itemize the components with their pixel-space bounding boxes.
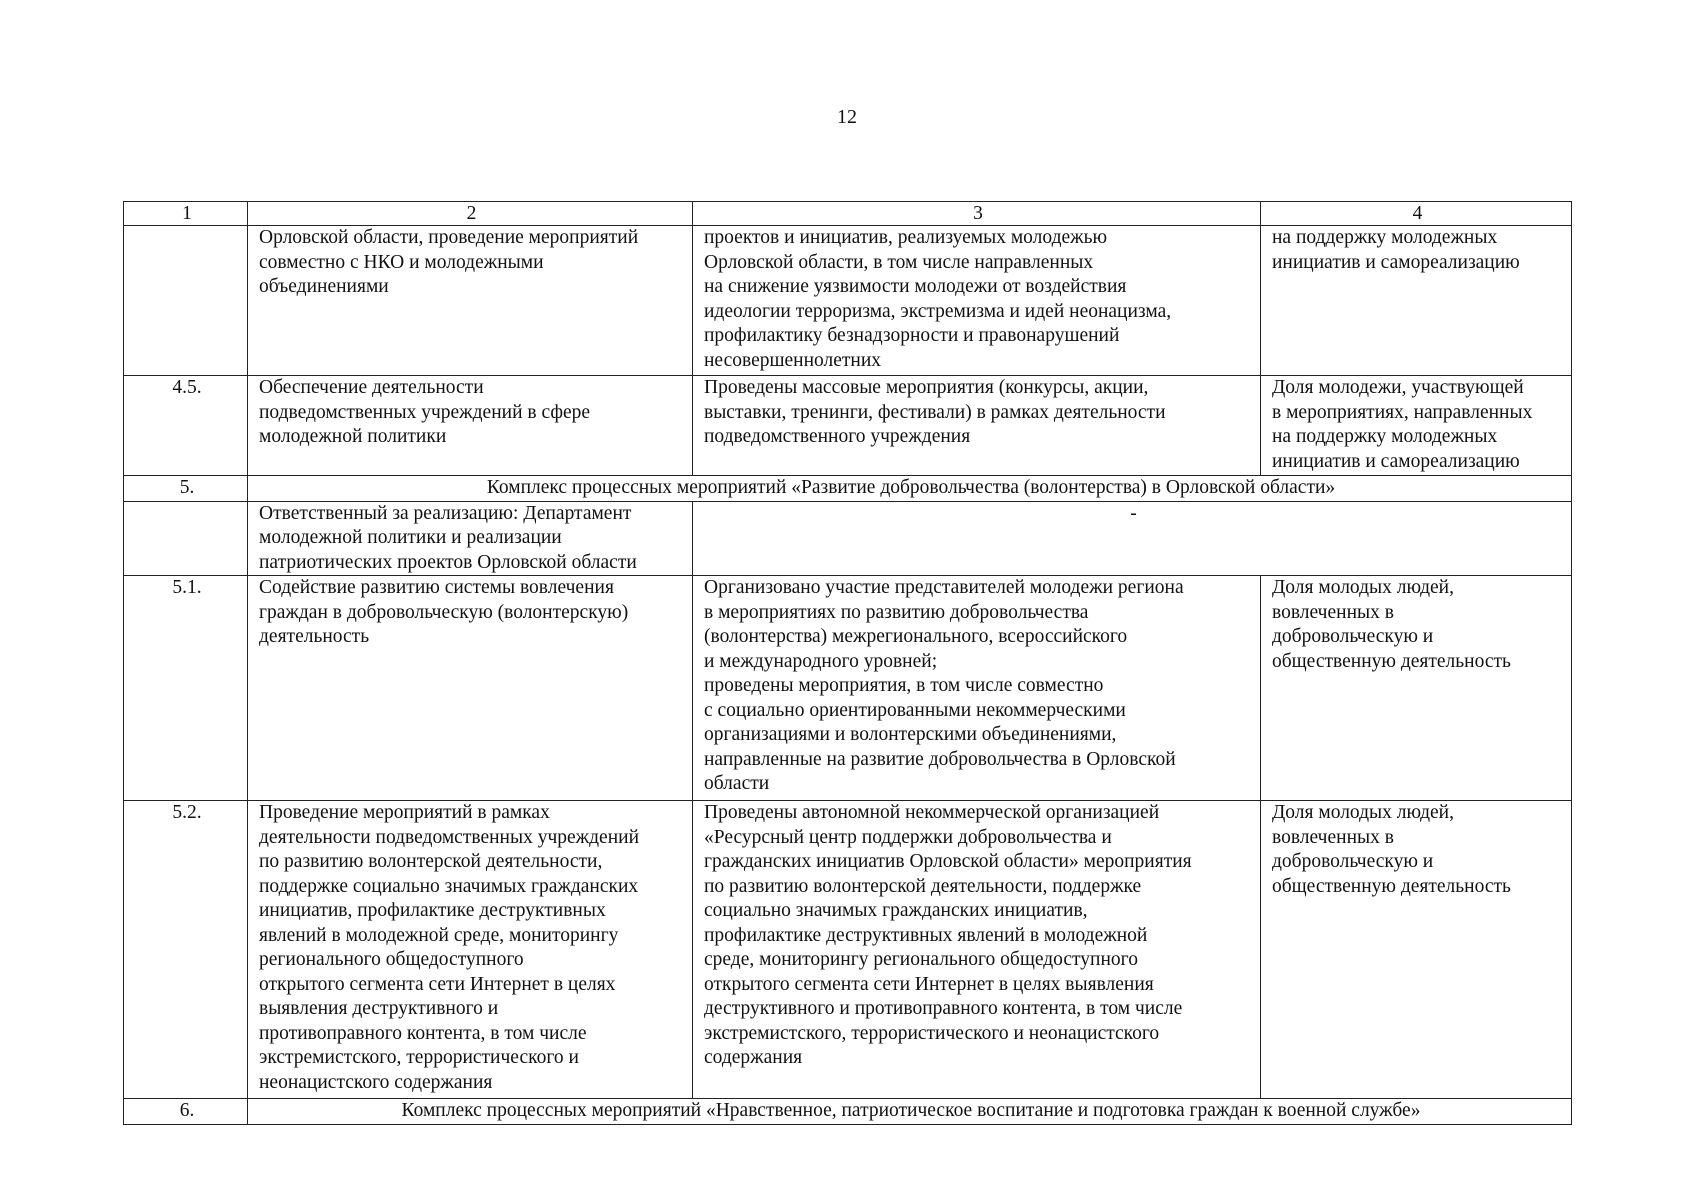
text-line: профилактике деструктивных явлений в молодежной <box>704 924 1148 946</box>
text-line: общественную деятельность <box>1272 875 1511 897</box>
header-col-4: 4 <box>1261 202 1572 226</box>
text-line: совместно с НКО и молодежными <box>259 251 544 273</box>
table-row <box>124 376 1572 476</box>
text-line: добровольческую и <box>1272 626 1434 647</box>
text-line: Доля молодых людей, <box>1272 802 1454 823</box>
header-col-2: 2 <box>248 202 693 226</box>
text-line: организациями и волонтерскими объединениями, <box>704 724 1117 745</box>
text-line: с социально ориентированными некоммерческими <box>704 699 1126 721</box>
header-col-3: 3 <box>693 202 1261 226</box>
text-line: общественную деятельность <box>1272 650 1511 672</box>
text-line: проведены мероприятия, в том числе совместно <box>704 675 1104 696</box>
text-line: молодежной политики и реализации <box>259 527 562 548</box>
text-line: и международного уровней; <box>704 650 938 672</box>
header-col-1: 1 <box>124 202 248 226</box>
text-line: по развитию волонтерской деятельности, <box>259 851 603 872</box>
table-row <box>124 801 1572 1099</box>
text-line: инициатив, профилактике деструктивных <box>259 900 606 921</box>
table-row <box>124 226 1572 376</box>
text-line: по развитию волонтерской деятельности, поддержке <box>704 875 1142 897</box>
text-line: Доля молодежи, участвующей <box>1272 377 1524 398</box>
text-line: (волонтерства) межрегионального, всероссийского <box>704 626 1128 647</box>
section-number: 5. <box>124 476 248 502</box>
text-line: Проведены массовые мероприятия (конкурсы, акции, <box>704 377 1149 398</box>
text-line: направленные на развитие добровольчества в Орловской <box>704 748 1176 770</box>
text-line: выявления деструктивного и <box>259 998 499 1019</box>
result-cell <box>693 801 1261 1099</box>
text-line: регионального общедоступного <box>259 949 524 970</box>
text-line: Орловской области, проведение мероприятий <box>259 227 639 248</box>
text-line: среде, мониторингу регионального общедоступного <box>704 949 1138 970</box>
text-line: вовлеченных в <box>1272 601 1394 623</box>
result-cell <box>693 226 1261 376</box>
text-line: молодежной политики <box>259 426 447 447</box>
indicator-cell <box>1261 226 1572 376</box>
responsible-row <box>124 501 1572 576</box>
text-line: явлений в молодежной среде, мониторингу <box>259 924 619 946</box>
text-line: деструктивного и противоправного контента, в том числе <box>704 998 1183 1019</box>
row-number: 5.1. <box>124 576 248 801</box>
page-number: 12 <box>837 106 857 128</box>
empty-cell <box>124 501 248 576</box>
text-line: граждан в добровольческую (волонтерскую) <box>259 601 629 623</box>
text-line: выставки, тренинги, фестивали) в рамках деятельности <box>704 401 1166 423</box>
text-line: Содействие развитию системы вовлечения <box>259 577 614 598</box>
text-line: неонацистского содержания <box>259 1071 493 1093</box>
section-title: Комплекс процессных мероприятий «Развитие добровольчества (волонтерства) в Орловской области» <box>248 476 1572 502</box>
text-line: инициатив и самореализацию <box>1272 450 1520 472</box>
text-line: добровольческую и <box>1272 851 1434 872</box>
activity-cell <box>248 576 693 801</box>
text-line: на поддержку молодежных <box>1272 227 1498 248</box>
indicator-cell <box>1261 576 1572 801</box>
text-line: патриотических проектов Орловской области <box>259 551 637 573</box>
text-line: поддержке социально значимых гражданских <box>259 875 639 897</box>
text-line: экстремистского, террористического и неонацистского <box>704 1022 1160 1044</box>
text-line: несовершеннолетних <box>704 349 882 371</box>
dash-cell: - <box>693 501 1572 576</box>
text-line: Обеспечение деятельности <box>259 377 484 398</box>
result-cell <box>693 576 1261 801</box>
section-row <box>124 476 1572 502</box>
text-line: противоправного контента, в том числе <box>259 1022 587 1044</box>
row-number <box>124 226 248 376</box>
text-line: вовлеченных в <box>1272 826 1394 848</box>
indicator-cell <box>1261 376 1572 476</box>
text-line: на снижение уязвимости молодежи от воздействия <box>704 276 1127 297</box>
text-line: экстремистского, террористического и <box>259 1047 579 1068</box>
row-number: 4.5. <box>124 376 248 476</box>
text-line: гражданских инициатив Орловской области» мероприятия <box>704 851 1192 872</box>
text-line: идеологии терроризма, экстремизма и идей неонацизма, <box>704 300 1172 322</box>
text-line: Проведение мероприятий в рамках <box>259 802 550 823</box>
text-line: Проведены автономной некоммерческой организацией <box>704 802 1160 823</box>
text-line: Орловской области, в том числе направленных <box>704 251 1094 273</box>
text-line: профилактику безнадзорности и правонарушений <box>704 325 1120 346</box>
section-title: Комплекс процессных мероприятий «Нравственное, патриотическое воспитание и подготовка граждан к военной службе» <box>248 1099 1572 1125</box>
text-line: области <box>704 773 770 794</box>
table-row <box>124 576 1572 801</box>
section-row <box>124 1099 1572 1125</box>
text-line: деятельности подведомственных учреждений <box>259 826 640 848</box>
text-line: «Ресурсный центр поддержки добровольчества и <box>704 826 1112 848</box>
text-line: открытого сегмента сети Интернет в целях <box>259 973 616 995</box>
text-line: открытого сегмента сети Интернет в целях выявления <box>704 973 1154 995</box>
text-line: проектов и инициатив, реализуемых молодежью <box>704 227 1108 248</box>
activities-table <box>123 201 1572 1125</box>
indicator-cell <box>1261 801 1572 1099</box>
text-line: Ответственный за реализацию: Департамент <box>259 502 632 524</box>
activity-cell <box>248 376 693 476</box>
result-cell <box>693 376 1261 476</box>
table-header-row <box>124 202 1572 226</box>
text-line: в мероприятиях, направленных <box>1272 401 1533 423</box>
text-line: в мероприятиях по развитию добровольчества <box>704 601 1089 623</box>
section-number: 6. <box>124 1099 248 1125</box>
text-line: объединениями <box>259 276 389 297</box>
text-line: содержания <box>704 1047 803 1068</box>
activity-cell <box>248 226 693 376</box>
text-line: инициатив и самореализацию <box>1272 251 1520 273</box>
text-line: Доля молодых людей, <box>1272 577 1454 598</box>
text-line: подведомственного учреждения <box>704 426 971 447</box>
text-line: на поддержку молодежных <box>1272 426 1498 447</box>
activity-cell <box>248 801 693 1099</box>
responsible-cell <box>248 501 693 576</box>
text-line: деятельность <box>259 626 370 647</box>
text-line: подведомственных учреждений в сфере <box>259 401 591 423</box>
row-number: 5.2. <box>124 801 248 1099</box>
text-line: социально значимых гражданских инициатив, <box>704 900 1088 921</box>
text-line: Организовано участие представителей молодежи региона <box>704 577 1184 598</box>
